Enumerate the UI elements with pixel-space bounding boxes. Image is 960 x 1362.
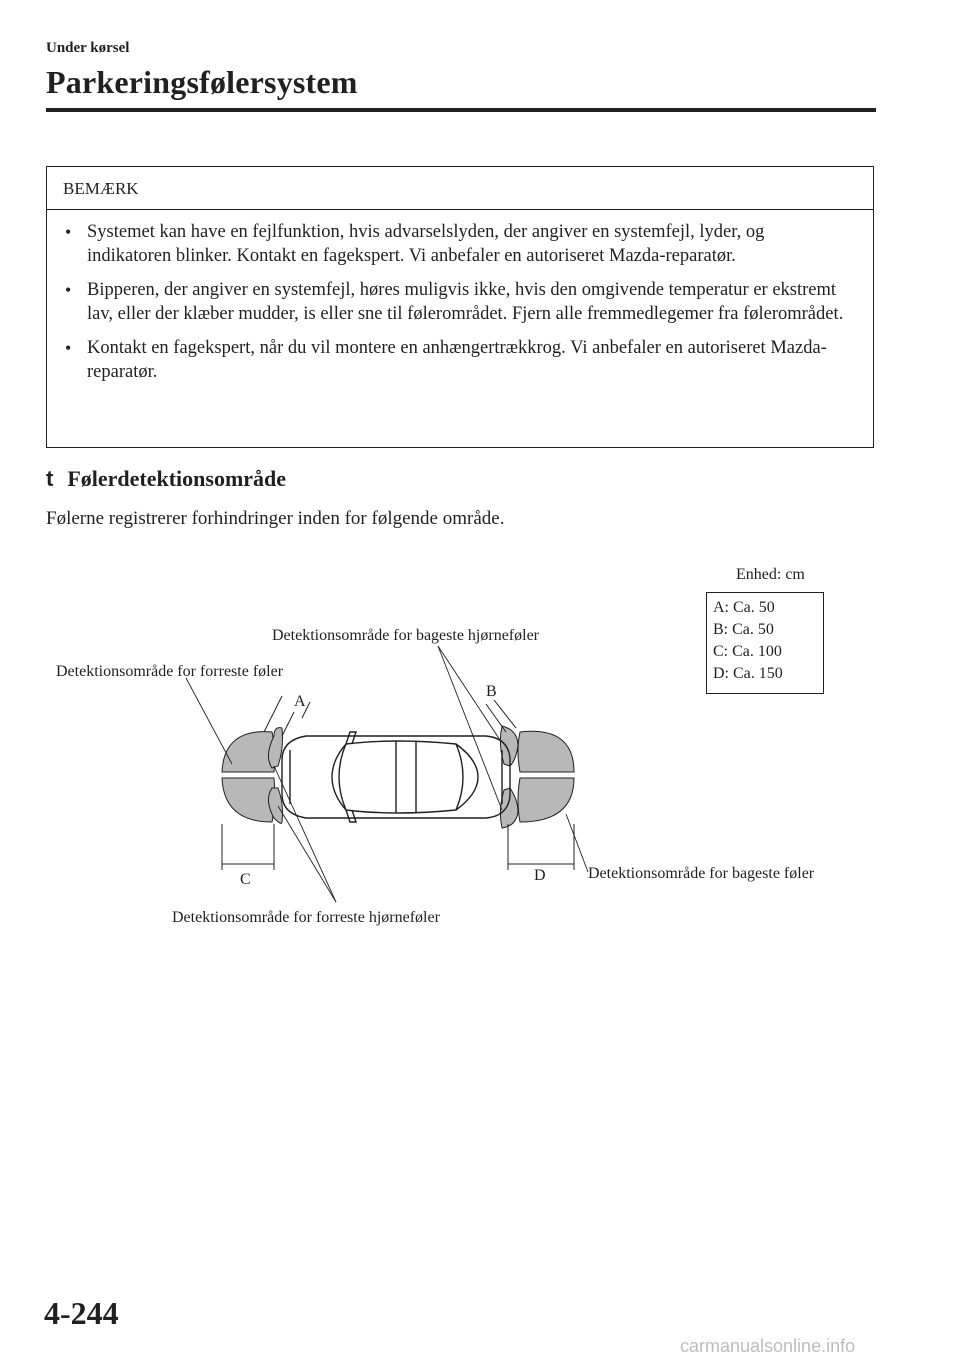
rear-sensor-zone-bottom (518, 778, 574, 822)
label-rear-corner: Detektionsområde for bageste hjørneføler (272, 627, 540, 644)
legend-item-b: B: Ca. 50 (713, 621, 774, 638)
side-mirror-bottom (346, 810, 356, 822)
rear-corner-zone-top (500, 726, 518, 766)
front-sensor-zone-bottom (222, 778, 275, 822)
label-a: A (294, 693, 306, 710)
label-d: D (534, 867, 546, 884)
rear-corner-zone-bottom (500, 788, 518, 828)
section-marker-icon: t (46, 466, 54, 491)
bullet-icon: • (65, 280, 72, 300)
sensor-range-diagram (46, 560, 876, 940)
watermark: carmanualsonline.info (680, 1336, 856, 1356)
note-box (46, 166, 874, 448)
section-heading-text: Følerdetektionsområde (67, 466, 287, 491)
section-heading (46, 466, 286, 492)
note-item (47, 278, 873, 326)
leader-front-corner-1 (274, 766, 336, 902)
bullet-icon: • (65, 338, 72, 358)
page-number: 4-244 (44, 1295, 119, 1331)
windshield (339, 744, 346, 810)
dim-b-line (486, 704, 506, 732)
note-text: Kontakt en fagekspert, når du vil montere en anhængertrækkrog. Vi anbefaler en autoriseret Mazda-reparatør. (87, 338, 827, 382)
legend-item-c: C: Ca. 100 (713, 643, 782, 660)
note-text: Bipperen, der angiver en systemfejl, høres muligvis ikke, hvis den omgivende temperatur er ekstremt lav, eller der klæber mudder, is eller sne til følerområdet. Fjern alle fremmedlegemer fra følerområdet. (87, 280, 844, 324)
label-rear-sensor: Detektionsområde for bageste føler (588, 865, 815, 882)
intro-text: Følerne registrerer forhindringer inden for følgende område. (46, 508, 505, 529)
note-item (47, 336, 873, 384)
dim-a-line (264, 696, 282, 732)
note-text: Systemet kan have en fejlfunktion, hvis advarselslyden, der angiver en systemfejl, lyder, og indikatoren blinker. Kontakt en fagekspert. Vi anbefaler en autoriseret Mazda-reparatør. (87, 222, 765, 266)
title-rule (46, 108, 876, 112)
unit-label: Enhed: cm (736, 566, 805, 583)
page-title: Parkeringsfølersystem (46, 64, 358, 100)
leader-front-corner-2 (278, 806, 336, 902)
car-cabin (332, 741, 478, 813)
bullet-icon: • (65, 222, 72, 242)
car-outline (282, 732, 510, 822)
note-item (47, 220, 873, 268)
leader-front-sensor (186, 678, 232, 764)
note-heading: BEMÆRK (47, 167, 873, 210)
section-label: Under kørsel (46, 40, 130, 56)
note-list (47, 210, 873, 384)
legend-item-d: D: Ca. 150 (713, 665, 783, 682)
label-front-corner: Detektionsområde for forreste hjørneføler (172, 909, 440, 926)
label-front-sensor: Detektionsområde for forreste føler (56, 663, 284, 680)
legend-item-a: A: Ca. 50 (713, 599, 775, 616)
side-mirror-top (346, 732, 356, 744)
rear-window (456, 744, 463, 810)
front-sensor-zone-top (222, 732, 275, 772)
leader-rear-sensor (566, 814, 588, 872)
label-b: B (486, 683, 497, 700)
label-c: C (240, 871, 251, 888)
rear-sensor-zone-top (518, 731, 574, 772)
